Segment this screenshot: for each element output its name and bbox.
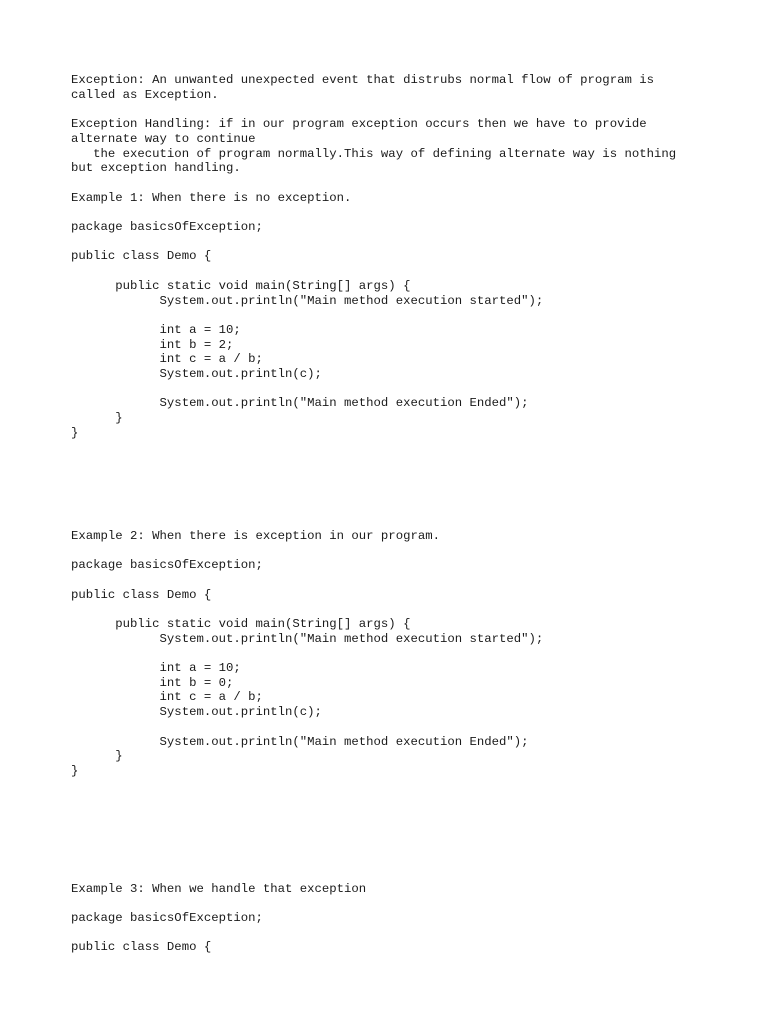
- document-line: Exception: An unwanted unexpected event that distrubs normal flow of program is: [71, 73, 654, 87]
- document-line: System.out.println("Main method execution started");: [71, 631, 544, 646]
- document-line: int b = 0;: [71, 675, 234, 690]
- document-line: }: [71, 763, 79, 778]
- document-line: public class Demo {: [71, 587, 212, 602]
- document-line: System.out.println("Main method execution started");: [71, 293, 544, 308]
- document-line: public static void main(String[] args) {: [71, 278, 411, 293]
- document-line: alternate way to continue: [71, 131, 256, 146]
- document-line: Exception Handling: if in our program exception occurs then we have to provide: [71, 117, 647, 132]
- document-line: int b = 2;: [71, 337, 234, 352]
- document-line: package basicsOfException;: [71, 910, 263, 925]
- document-line: int a = 10;: [71, 661, 241, 675]
- document-line: int c = a / b;: [71, 690, 263, 705]
- document-line: int c = a / b;: [71, 352, 263, 367]
- document-line: Example 1: When there is no exception.: [71, 190, 352, 205]
- document-line: package basicsOfException;: [71, 220, 263, 234]
- document-line: }: [71, 411, 123, 426]
- document-line: System.out.println("Main method execution Ended");: [71, 396, 529, 411]
- document-line: public class Demo {: [71, 249, 212, 264]
- document-line: the execution of program normally.This way of defining alternate way is nothing: [71, 146, 677, 161]
- document-line: System.out.println(c);: [71, 705, 322, 720]
- document-line: }: [71, 749, 123, 764]
- document-line: int a = 10;: [71, 322, 241, 337]
- document-line: public static void main(String[] args) {: [71, 616, 411, 631]
- document-line: public class Demo {: [71, 940, 212, 955]
- document-line: System.out.println(c);: [71, 367, 322, 381]
- document-line: System.out.println("Main method execution Ended");: [71, 734, 529, 749]
- document-line: package basicsOfException;: [71, 558, 263, 573]
- document-line: Example 2: When there is exception in our program.: [71, 528, 440, 543]
- document-line: called as Exception.: [71, 87, 219, 102]
- document-line: but exception handling.: [71, 161, 241, 176]
- document-line: }: [71, 425, 79, 440]
- document-line: Example 3: When we handle that exception: [71, 881, 367, 896]
